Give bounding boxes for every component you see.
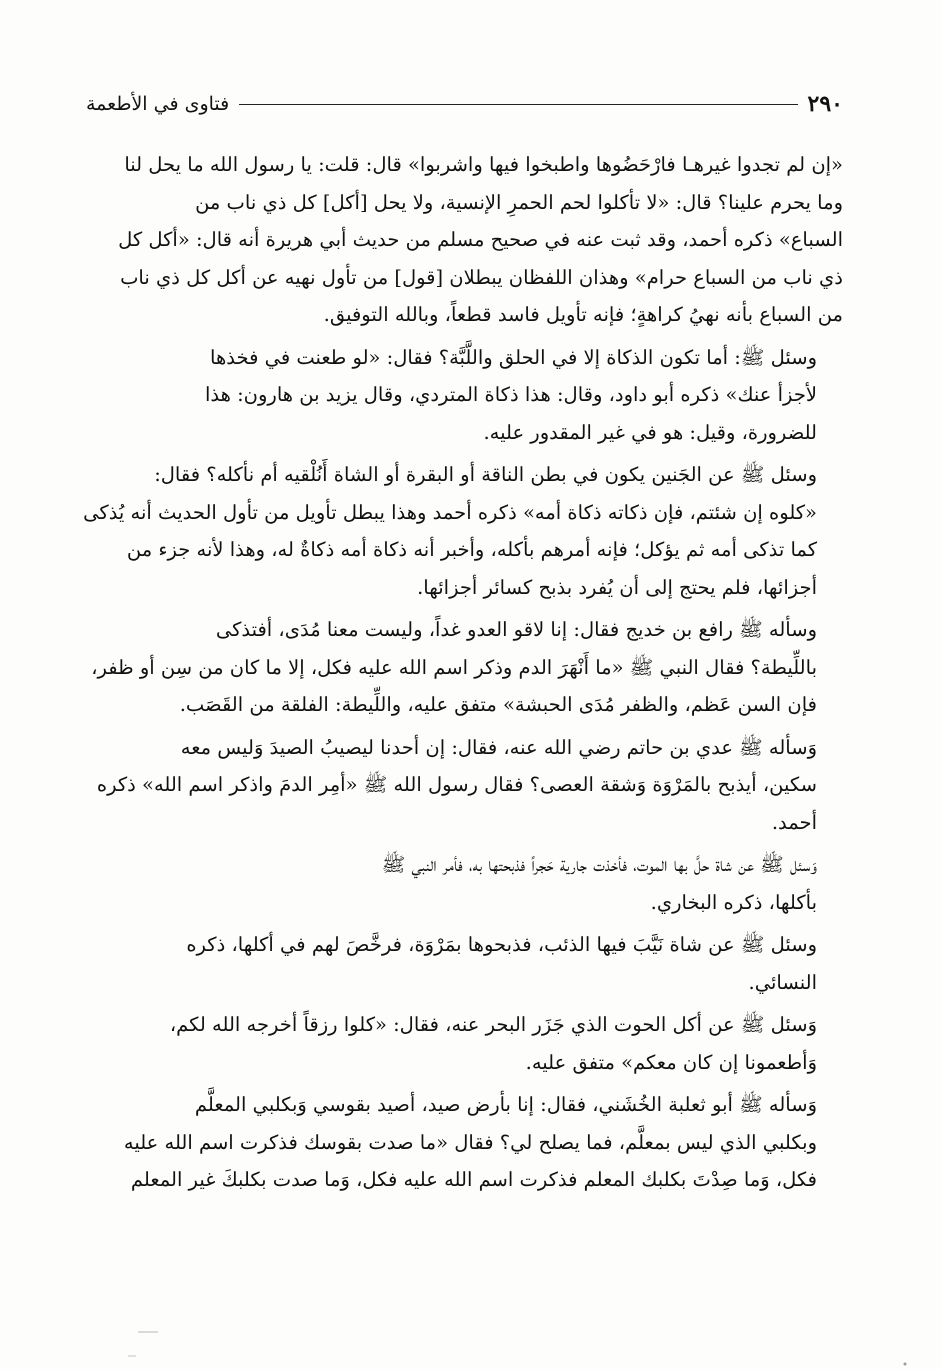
book-title: فتاوى في الأطعمة xyxy=(86,93,230,115)
text-line: بأكلها، ذكره البخاري. xyxy=(650,890,817,914)
text-line: «كلوه إن شئتم، فإن ذكاته ذكاة أمه» ذكره أحمد وهذا يبطل تأويل من تأول الحديث أنه يُذكى xyxy=(83,500,817,524)
paragraph-8 xyxy=(82,1006,843,1081)
scan-speck xyxy=(904,1363,907,1366)
text-line: كما تذكى أمه ثم يؤكل؛ فإنه أمرهم بأكله، وأخبر أنه ذكاة أمه ذكاةٌ له، وهذا لأنه جزء من xyxy=(126,538,817,561)
text-line: أحمد. xyxy=(771,810,817,834)
text-line: فكل، وَما صِدْتَ بكلبك المعلم فذكرت اسم الله عليه فكل، وَما صدت بكلبكَ غير المعلم xyxy=(130,1168,817,1191)
text-line: وَأطعمونا إن كان معكم» متفق عليه. xyxy=(525,1050,817,1074)
page-number: ٢٩٠ xyxy=(807,91,843,117)
text-line: للضرورة، وقيل: هو في غير المقدور عليه. xyxy=(483,420,817,444)
running-header xyxy=(86,88,843,120)
text-line: وسئل ﷺ عن الجَنين يكون في بطن الناقة أو البقرة أو الشاة أَنُلْقيه أم نأكله؟ فقال: xyxy=(154,463,817,486)
text-line: وَسئل ﷺ عن أكل الحوت الذي جَزَر البحر عنه، فقال: «كلوا رزقاً أخرجه الله لكم، xyxy=(169,1013,817,1036)
text-line: سكين، أيذبح بالمَرْوَة وَشقة العصى؟ فقال رسول الله ﷺ «أمِر الدمَ واذكر اسم الله» ذكره xyxy=(96,773,817,796)
text-line: وسأله ﷺ رافع بن خديج فقال: إنا لاقو العدو غداً، وليست معنا مُدَى، أفتذكى xyxy=(215,618,817,641)
paragraph-2 xyxy=(82,339,843,452)
text-line: وَسأله ﷺ أبو ثعلبة الخُشَني، فقال: إنا بأرض صيد، أصيد بقوسي وَبكلبي المعلَّم xyxy=(194,1093,817,1116)
text-body xyxy=(82,146,843,1204)
paragraph-1 xyxy=(82,146,843,334)
paragraph-4 xyxy=(82,611,843,724)
text-line: «إن لم تجدوا غيرهـا فارْحَضُوها واطبخوا فيها واشربوا» قال: قلت: يا رسول الله ما يحل لنا xyxy=(124,153,843,176)
text-line: وبكلبي الذي ليس بمعلَّم، فما يصلح لي؟ فقال «ما صدت بقوسك فذكرت اسم الله عليه xyxy=(123,1130,817,1154)
text-line: وسئل ﷺ عن شاة نَيَّبَ فيها الذئب، فذبحوها بمَرْوَة، فرخَّصَ لهم في أكلها، ذكره xyxy=(186,933,817,956)
scan-specks xyxy=(0,1290,941,1369)
text-line: فإن السن عَظم، والظفر مُدَى الحبشة» متفق عليه، واللِّيطة: الفلقة من القَصَب. xyxy=(179,693,817,716)
paragraph-3 xyxy=(82,456,843,606)
text-line: وما يحرم علينا؟ قال: «لا تأكلوا لحم الحمرِ الإنسية، ولا يحل [أكل] كل ذي ناب من xyxy=(195,190,843,214)
text-line: أجزائها، فلم يحتج إلى أن يُفرد بذبح كسائر أجزائها. xyxy=(417,575,817,599)
paragraph-6 xyxy=(82,846,843,921)
text-line: وَسئل ﷺ عن شاة حلَّ بها الموت، فأخذت جارية حَجراً فذبحتها به، فأمر النبي ﷺ xyxy=(381,853,817,876)
text-line: من السباع بأنه نهيُ كراهةٍ؛ فإنه تأويل فاسد قطعاً، وبالله التوفيق. xyxy=(323,303,843,326)
paragraph-9 xyxy=(82,1086,843,1199)
text-line: باللِّيطة؟ فقال النبي ﷺ «ما أَنْهَرَ الدم وذكر اسم الله عليه فكل، إلا ما كان من سِن أو ظفر، xyxy=(91,655,817,679)
header-rule xyxy=(239,104,797,105)
text-line: ذي ناب من السباع حرام» وهذان اللفظان يبطلان [قول] من تأول نهيه عن أكل كل ذي ناب xyxy=(120,265,843,289)
paragraph-7 xyxy=(82,926,843,1001)
text-line: وسئل ﷺ: أما تكون الذكاة إلا في الحلق واللَّبَّة؟ فقال: «لو طعنت في فخذها xyxy=(210,345,817,369)
text-line: النسائي. xyxy=(748,970,817,994)
text-line: وَسأله ﷺ عدي بن حاتم رضي الله عنه، فقال: إن أحدنا ليصيبُ الصيدَ وَليس معه xyxy=(180,735,817,759)
paragraph-5 xyxy=(82,729,843,842)
text-line: السباع» ذكره أحمد، وقد ثبت عنه في صحيح مسلم من حديث أبي هريرة أنه قال: «أكل كل xyxy=(118,228,843,251)
text-line: لأجزأ عنك» ذكره أبو داود، وقال: هذا ذكاة المتردي، وقال يزيد بن هارون: هذا xyxy=(204,383,817,406)
